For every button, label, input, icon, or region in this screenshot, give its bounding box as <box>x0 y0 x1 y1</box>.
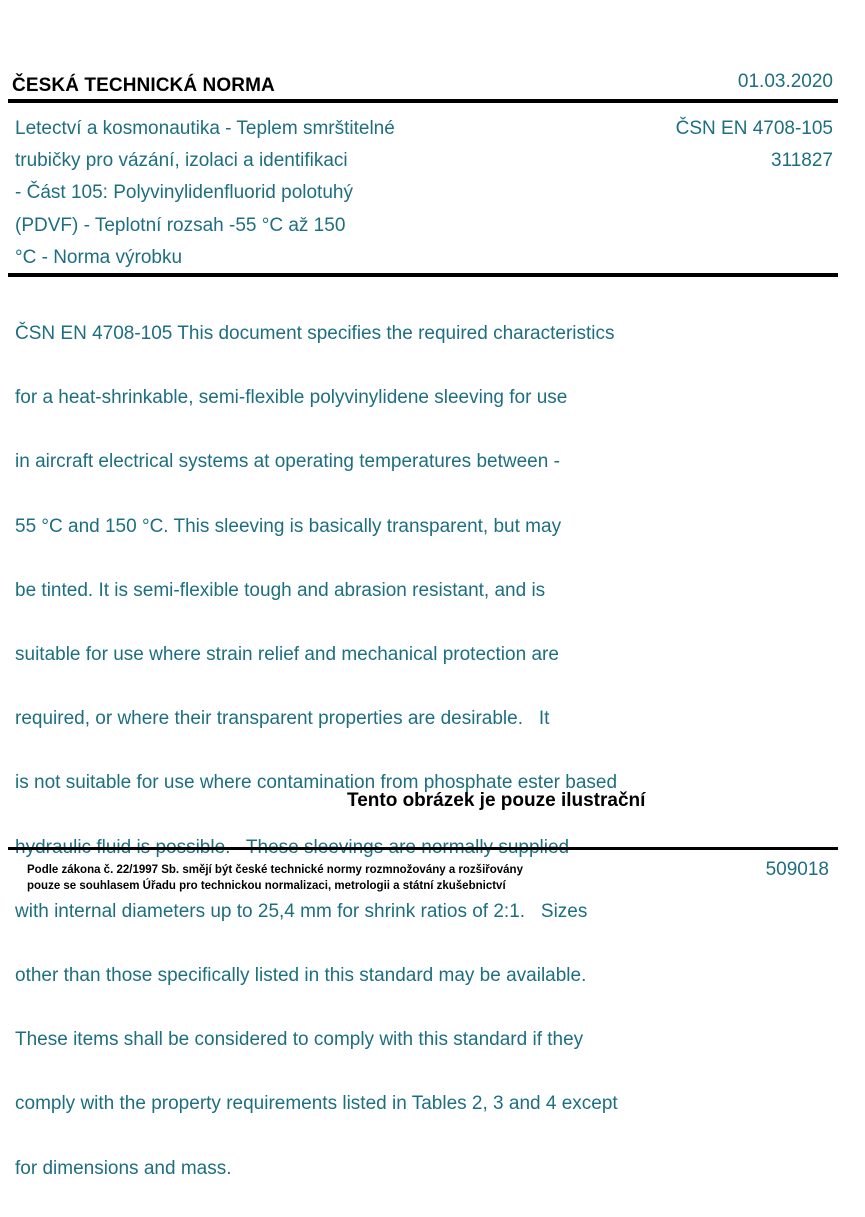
legal-line: Podle zákona č. 22/1997 Sb. smějí být české technické normy rozmnožovány a rozšiřovány <box>27 864 523 876</box>
standard-title-line: (PDVF) - Teplotní rozsah -55 °C až 150 <box>15 214 346 236</box>
legal-line: pouze se souhlasem Úřadu pro technickou normalizaci, metrologii a státní zkušebnictví <box>27 880 506 892</box>
abstract-line: comply with the property requirements listed in Tables 2, 3 and 4 except <box>15 1093 618 1115</box>
standard-title-line: °C - Norma výrobku <box>15 246 183 268</box>
standard-title <box>15 113 485 274</box>
abstract-line: is not suitable for use where contamination from phosphate ester based <box>15 772 618 794</box>
abstract-line: These items shall be considered to comply with this standard if they <box>15 1029 584 1051</box>
abstract-line: suitable for use where strain relief and mechanical protection are <box>15 644 559 666</box>
abstract-line: with internal diameters up to 25,4 mm for shrink ratios of 2:1. Sizes <box>15 900 588 922</box>
standard-code: ČSN EN 4708-105 <box>675 118 833 139</box>
title-rule <box>8 273 838 277</box>
illustration-note: Tento obrázek je pouze ilustrační <box>347 790 646 811</box>
standard-identifiers <box>676 113 833 177</box>
standard-title-line: trubičky pro vázání, izolaci a identifikaci <box>15 150 348 172</box>
document-number: 509018 <box>765 859 829 880</box>
abstract-line: ČSN EN 4708-105 This document specifies the required characteristics <box>15 323 615 345</box>
abstract-line: other than those specifically listed in this standard may be available. <box>15 964 587 986</box>
effective-date: 01.03.2020 <box>737 71 833 92</box>
abstract-line: in aircraft electrical systems at operating temperatures between - <box>15 451 560 473</box>
abstract-line: be tinted. It is semi-flexible tough and abrasion resistant, and is <box>15 579 546 601</box>
abstract-line: required, or where their transparent properties are desirable. It <box>15 708 550 730</box>
footer-rule <box>8 847 838 850</box>
abstract-line: for a heat-shrinkable, semi-flexible polyvinylidene sleeving for use <box>15 387 568 409</box>
abstract-line: for dimensions and mass. <box>15 1157 232 1179</box>
standard-title-line: Letectví a kosmonautika - Teplem smrštitelné <box>15 118 395 139</box>
document-type-title: ČESKÁ TECHNICKÁ NORMA <box>12 75 275 96</box>
abstract-text <box>15 286 725 1217</box>
top-rule <box>8 99 838 103</box>
legal-notice <box>27 862 523 894</box>
standard-title-line: - Část 105: Polyvinylidenfluorid polotuhý <box>15 182 353 204</box>
classification-number: 311827 <box>771 150 833 172</box>
abstract-line: 55 °C and 150 °C. This sleeving is basically transparent, but may <box>15 515 562 537</box>
